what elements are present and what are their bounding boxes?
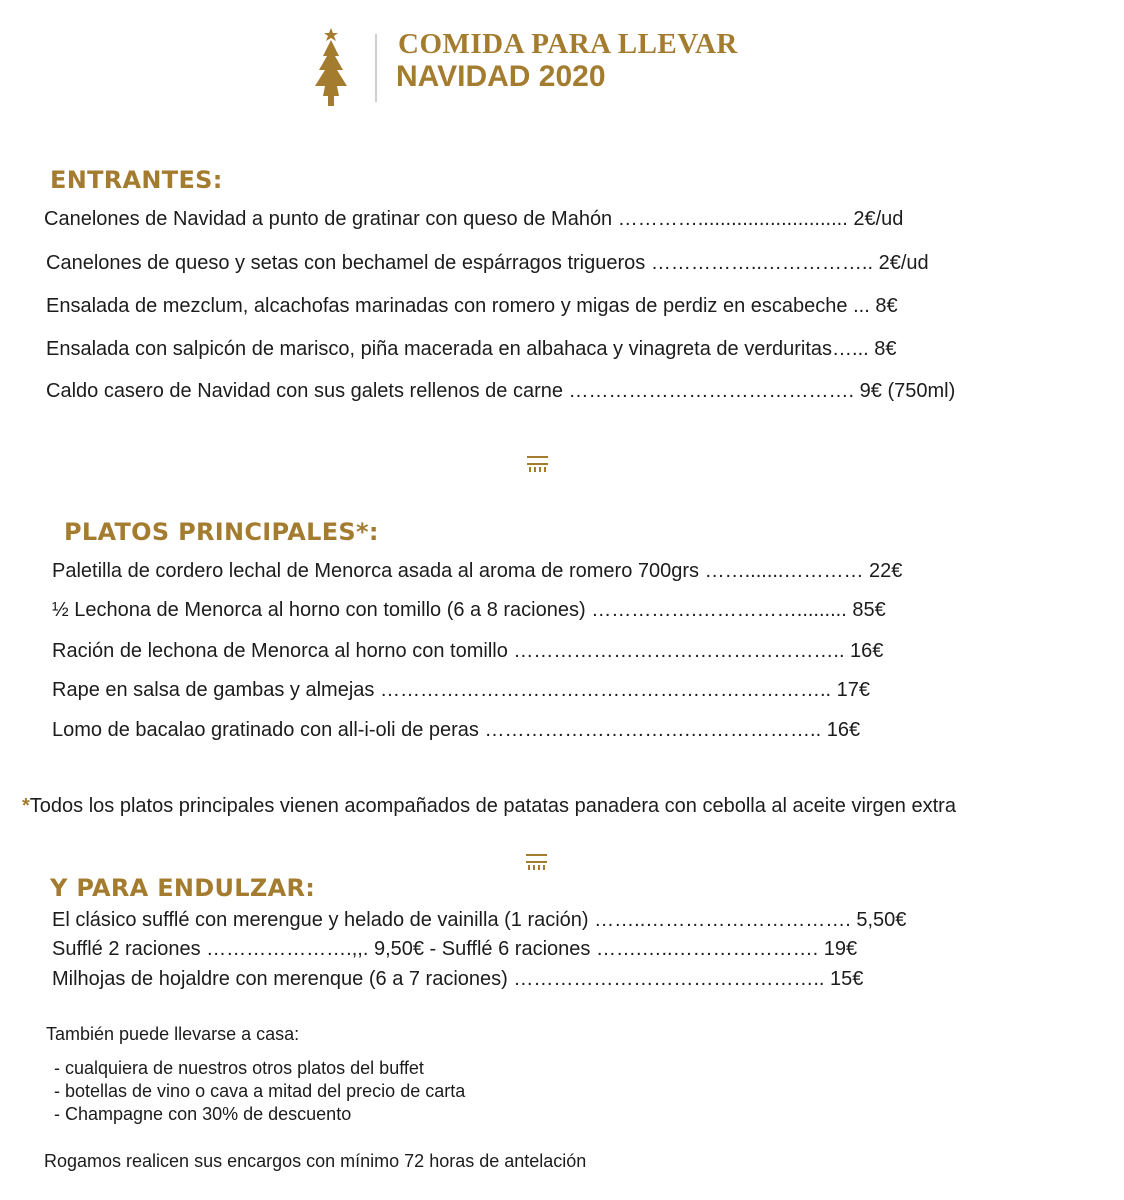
- list-item: - botellas de vino o cava a mitad del precio de carta: [54, 1081, 466, 1101]
- section-heading-platos: PLATOS PRINCIPALES*:: [64, 518, 379, 546]
- list-item: Sufflé 2 raciones ………………….,,. 9,50€ - Sufflé 6 raciones …….…..…………………. 19€: [52, 938, 858, 960]
- list-item: - Champagne con 30% de descuento: [54, 1104, 352, 1124]
- footnote-mark: *: [22, 795, 30, 817]
- list-item: Ensalada de mezclum, alcachofas marinadas con romero y migas de perdiz en escabeche ... 8€: [46, 295, 898, 317]
- list-item: Rape en salsa de gambas y almejas ………………………………………………………….. 17€: [52, 679, 870, 701]
- list-item: - cualquiera de nuestros otros platos del buffet: [54, 1058, 424, 1078]
- christmas-tree-icon: [306, 26, 356, 108]
- section-heading-entrantes: ENTRANTES:: [50, 166, 223, 194]
- footnote: [22, 795, 956, 818]
- section-heading-postres: Y PARA ENDULZAR:: [50, 874, 316, 902]
- stripes-ornament-icon: [525, 852, 549, 872]
- extras-intro: También puede llevarse a casa:: [46, 1024, 300, 1044]
- footnote-text: Todos los platos principales vienen acompañados de patatas panadera con cebolla al aceite virgen extra: [29, 795, 956, 817]
- list-item: Canelones de Navidad a punto de gratinar con queso de Mahón …………........................... 2€/ud: [44, 208, 904, 230]
- header-divider: [375, 34, 377, 102]
- list-item: Milhojas de hojaldre con merenque (6 a 7 raciones) ……………………………………….. 15€: [52, 968, 864, 990]
- list-item: Canelones de queso y setas con bechamel de espárragos trigueros ……………..…………….. 2€/ud: [46, 252, 929, 274]
- list-item: Ensalada con salpicón de marisco, piña macerada en albahaca y vinagreta de verduritas…... 8€: [46, 338, 897, 360]
- list-item: El clásico sufflé con merengue y helado de vainilla (1 ración) ……..…………………………. 5,50€: [52, 909, 907, 931]
- page-title: COMIDA PARA LLEVAR: [398, 28, 738, 60]
- list-item: Paletilla de cordero lechal de Menorca asada al aroma de romero 700grs …….......………… 22€: [52, 560, 903, 582]
- list-item: Caldo casero de Navidad con sus galets rellenos de carne ……………………………………. 9€ (750ml): [46, 380, 956, 402]
- page-subtitle: NAVIDAD 2020: [396, 60, 606, 93]
- stripes-ornament-icon: [526, 454, 550, 474]
- order-note: Rogamos realicen sus encargos con mínimo 72 horas de antelación: [44, 1151, 587, 1171]
- list-item: Lomo de bacalao gratinado con all-i-oli de peras ………………………….……………….. 16€: [52, 719, 861, 741]
- list-item: Ración de lechona de Menorca al horno con tomillo ………………………………………….. 16€: [52, 640, 884, 662]
- list-item: ½ Lechona de Menorca al horno con tomillo (6 a 8 raciones) …………….……………......... 85€: [52, 599, 886, 621]
